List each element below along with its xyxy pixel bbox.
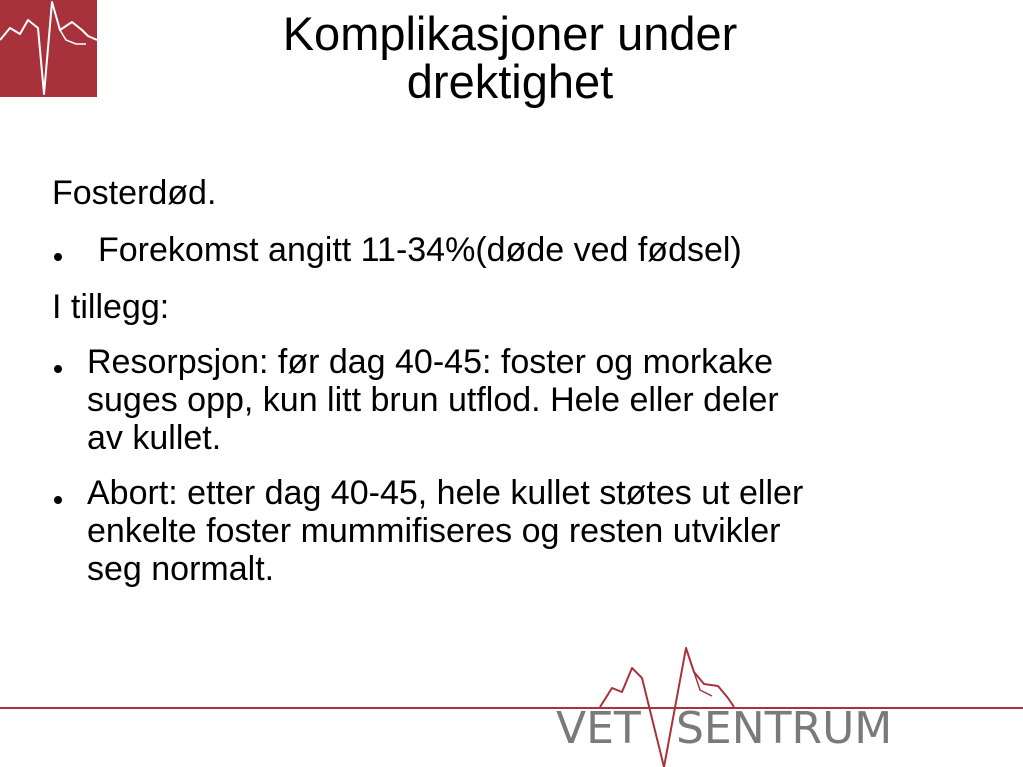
footer-logo-sentrum: SENTRUM bbox=[676, 703, 893, 754]
bullet-item-resorpsjon bbox=[52, 343, 972, 459]
bullet-text-line: enkelte foster mummifiseres og resten utvikler bbox=[87, 512, 781, 550]
bullet-item-forekomst bbox=[52, 231, 972, 271]
bullet-text-line: suges opp, kun litt brun utflod. Hele eller deler bbox=[87, 381, 779, 419]
slide-title bbox=[200, 7, 820, 108]
bullet-text-line: seg normalt. bbox=[87, 550, 275, 588]
bullet-text-line: Resorpsjon: før dag 40-45: foster og morkake bbox=[87, 343, 773, 381]
heading-i-tillegg: I tillegg: bbox=[52, 288, 170, 326]
title-line-2: drektighet bbox=[406, 55, 614, 108]
bullet-item-abort bbox=[52, 474, 972, 590]
bullet-text-line: Abort: etter dag 40-45, hele kullet støtes ut eller bbox=[87, 474, 804, 512]
title-line-1: Komplikasjoner under bbox=[282, 7, 738, 60]
brand-logo-box bbox=[0, 0, 97, 97]
bullet-text-line: av kullet. bbox=[87, 419, 222, 457]
heading-fosterdod: Fosterdød. bbox=[52, 174, 217, 212]
bullet-icon bbox=[54, 496, 62, 504]
footer-logo-vet: VET bbox=[556, 703, 641, 754]
dog-heartbeat-logo-icon bbox=[0, 0, 97, 97]
bullet-icon bbox=[54, 253, 62, 261]
bullet-icon bbox=[54, 365, 62, 373]
bullet-text: Forekomst angitt 11-34%(døde ved fødsel) bbox=[98, 231, 742, 269]
